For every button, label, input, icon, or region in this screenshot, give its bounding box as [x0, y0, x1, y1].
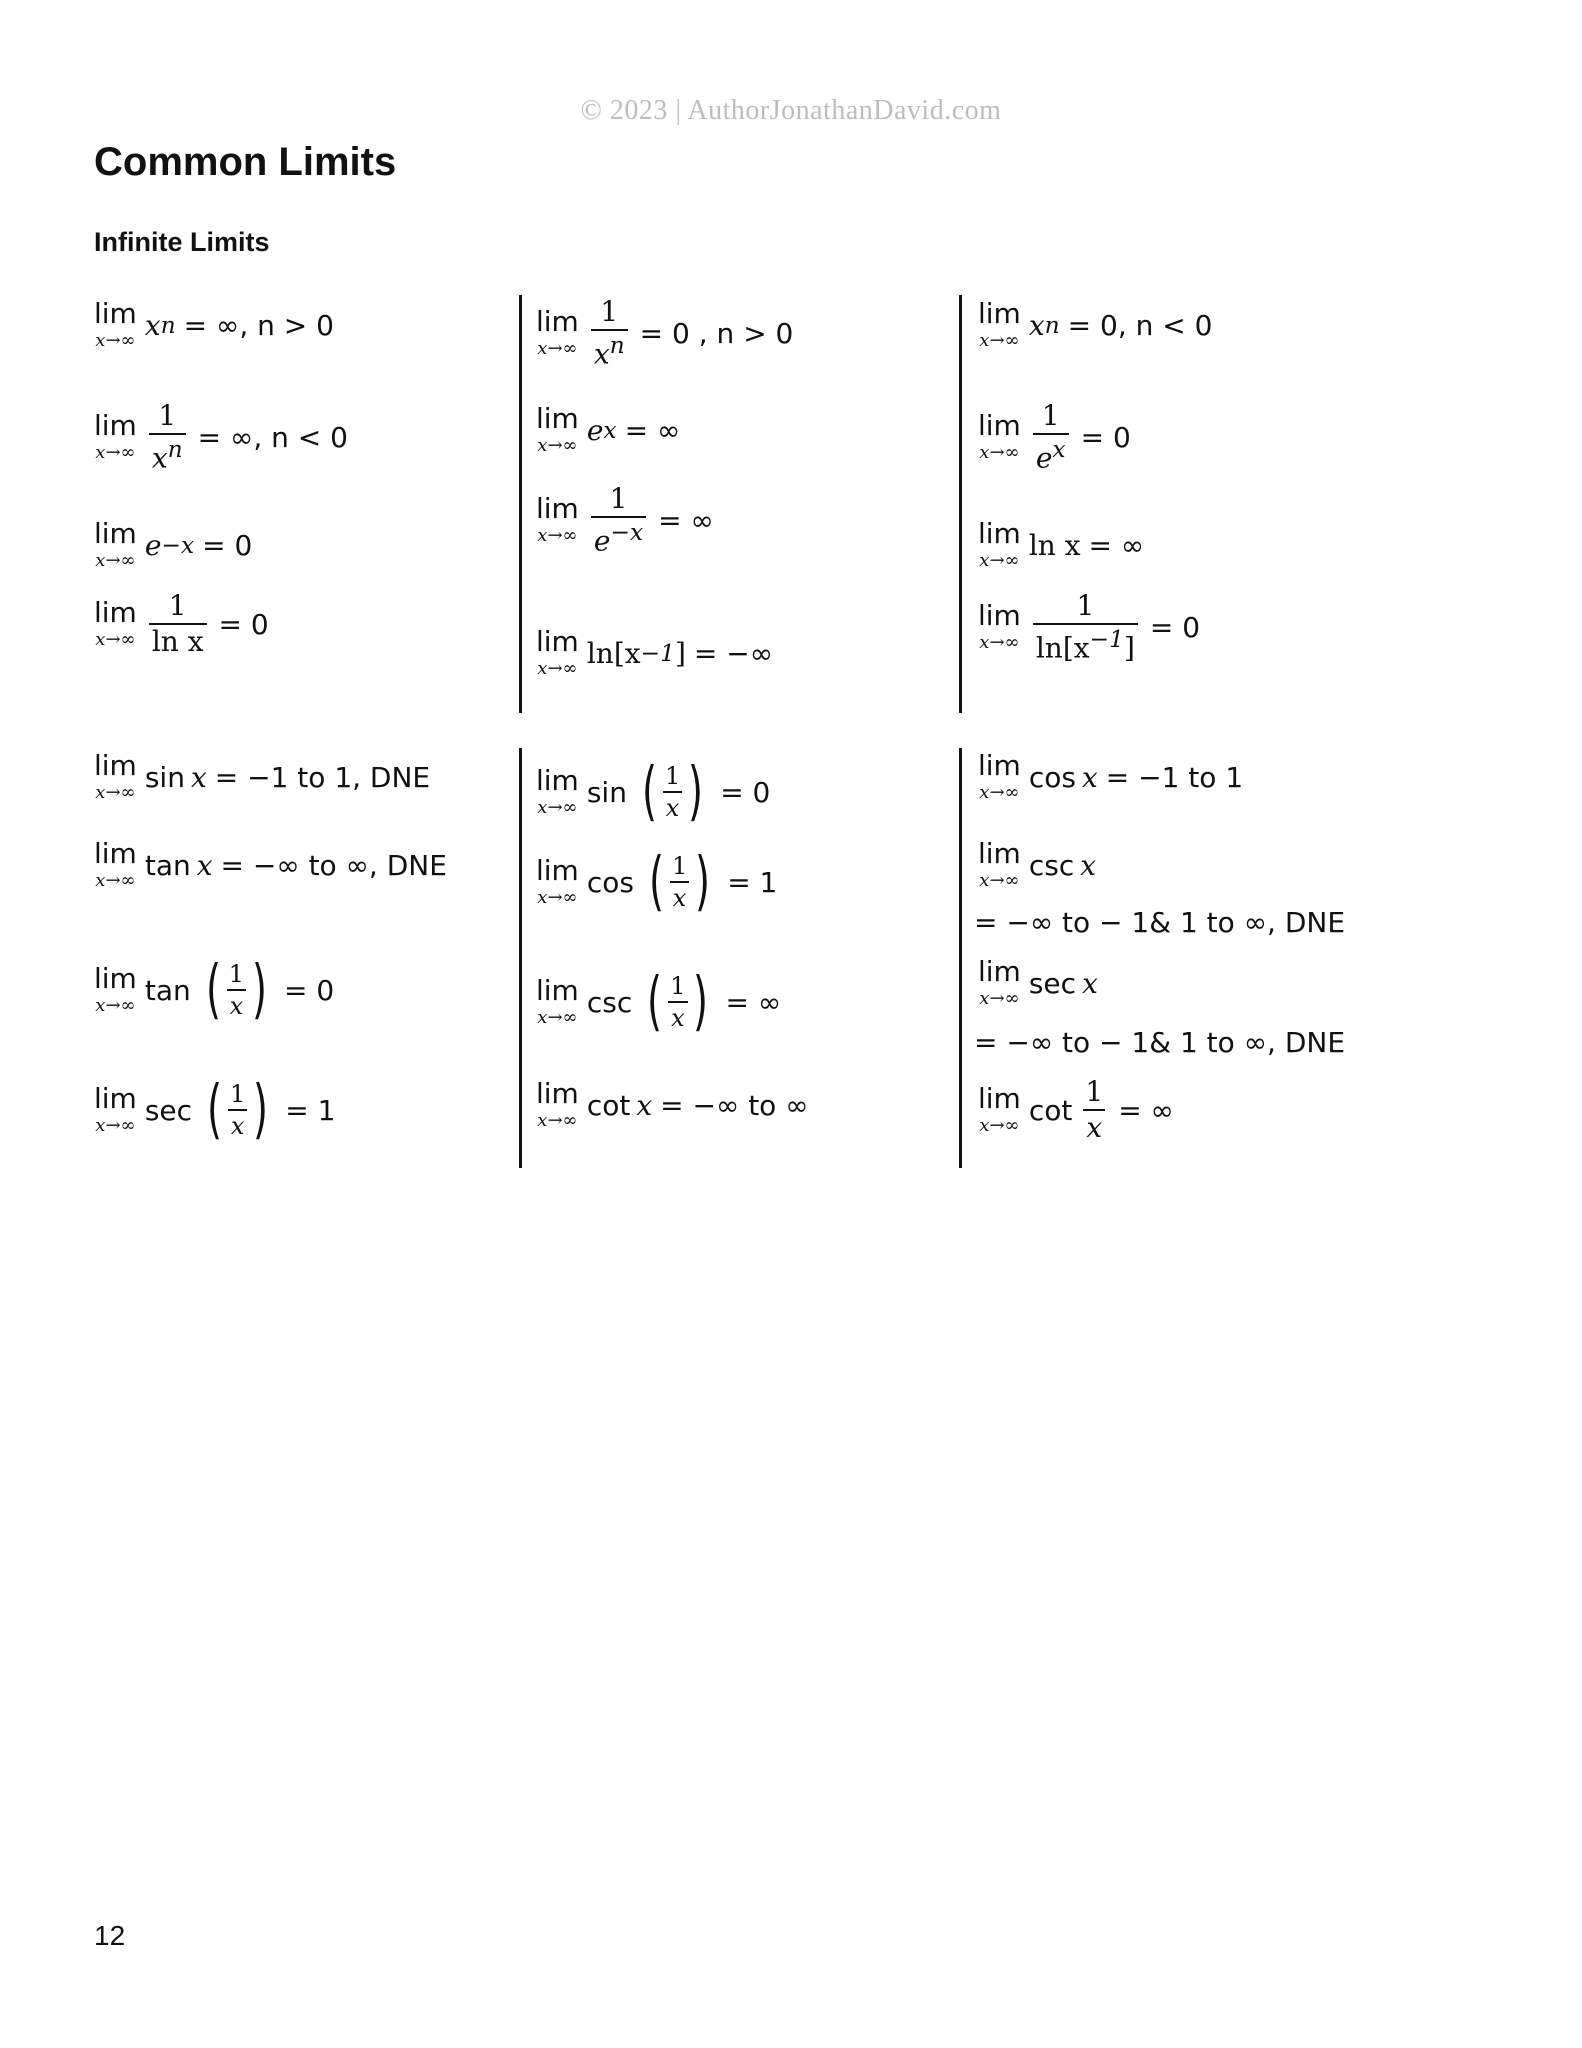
- paren-fraction: ( $\frac{1}{x}$ ): [647, 965, 709, 1039]
- lim-operator: lim x→∞: [536, 854, 579, 908]
- lim-operator: lim x→∞: [94, 297, 137, 351]
- lim-operator: lim x→∞: [94, 962, 137, 1016]
- lim-operator: lim x→∞: [536, 1077, 579, 1131]
- lim-operator: lim x→∞: [978, 409, 1021, 464]
- lim-operator: lim x→∞: [94, 596, 137, 650]
- formula-c4: lim x→∞ $\frac{1}{\ln[x^{-1}]}$ = 0: [978, 589, 1201, 665]
- lim-operator: lim x→∞: [94, 1082, 137, 1136]
- formula-b2: lim x→∞ e x = ∞: [536, 402, 681, 456]
- formula-e2: lim x→∞ cos ( $\frac{1}{x}$ ) = 1: [536, 845, 778, 919]
- formula-b1: lim x→∞ $\frac{1}{x^n}$ = 0 , n > 0: [536, 295, 794, 371]
- lim-operator: lim x→∞: [978, 599, 1021, 654]
- formula-f4: lim x→∞ cot $\frac{1}{x}$ = ∞: [978, 1075, 1174, 1144]
- column-divider: [519, 748, 522, 1168]
- lim-operator: lim x→∞: [536, 764, 579, 818]
- lim-operator: lim x→∞: [94, 749, 137, 803]
- paren-fraction: ( $\frac{1}{x}$ ): [207, 1073, 269, 1147]
- fraction: $\frac{1}{e^{-x}}$: [591, 485, 646, 555]
- lim-operator: lim x→∞: [536, 402, 579, 456]
- fraction: $\frac{1}{\text{ln x}}$: [149, 592, 207, 656]
- section-subtitle: Infinite Limits: [94, 227, 270, 257]
- paren-fraction: ( $\frac{1}{x}$ ): [648, 845, 711, 919]
- fraction: $\frac{1}{x^n}$: [149, 402, 186, 472]
- formula-f3: lim x→∞ sec x: [978, 955, 1098, 1009]
- formula-a2: lim x→∞ $\frac{1}{x^n}$ = ∞, n < 0: [94, 399, 348, 475]
- lim-operator: lim x→∞: [536, 974, 579, 1028]
- lim-operator: lim x→∞: [978, 955, 1021, 1009]
- formula-a4: lim x→∞ $\frac{1}{\text{ln x}}$ = 0: [94, 589, 269, 658]
- lim-operator: lim x→∞: [978, 297, 1021, 351]
- formula-b3: lim x→∞ $\frac{1}{e^{-x}}$ = ∞: [536, 482, 714, 558]
- page-header: © 2023 | AuthorJonathanDavid.com: [580, 95, 1002, 126]
- column-divider: [959, 748, 962, 1168]
- formula-a1: lim x→∞ x n = ∞, n > 0: [94, 297, 334, 351]
- fraction: $\frac{1}{x^n}$: [591, 298, 628, 368]
- formula-e3: lim x→∞ csc ( $\frac{1}{x}$ ) = ∞: [536, 965, 782, 1039]
- column-divider: [959, 295, 962, 713]
- formula-e1: lim x→∞ sin ( $\frac{1}{x}$ ) = 0: [536, 755, 771, 829]
- lim-operator: lim x→∞: [536, 625, 579, 679]
- lim-operator: lim x→∞: [978, 517, 1021, 571]
- formula-d4: lim x→∞ sec ( $\frac{1}{x}$ ) = 1: [94, 1073, 336, 1147]
- formula-f1: lim x→∞ cos x = −1 to 1: [978, 749, 1244, 803]
- formula-c3: lim x→∞ ln x = ∞: [978, 517, 1145, 571]
- formula-c1: lim x→∞ x n = 0, n < 0: [978, 297, 1213, 351]
- lim-operator: lim x→∞: [536, 305, 579, 360]
- formula-d3: lim x→∞ tan ( $\frac{1}{x}$ ) = 0: [94, 953, 335, 1027]
- lim-operator: lim x→∞: [94, 517, 137, 571]
- formula-c2: lim x→∞ $\frac{1}{e^x}$ = 0: [978, 399, 1131, 475]
- formula-f2-continuation: = −∞ to − 1& 1 to ∞, DNE: [974, 906, 1346, 939]
- formula-b4: lim x→∞ ln[x −1 ] = −∞: [536, 625, 774, 679]
- formula-d2: lim x→∞ tan x = −∞ to ∞, DNE: [94, 837, 447, 891]
- fraction: $\frac{1}{x}$: [1085, 1075, 1104, 1144]
- page-title: Common Limits: [94, 140, 397, 184]
- formula-e4: lim x→∞ cot x = −∞ to ∞: [536, 1077, 809, 1131]
- lim-operator: lim x→∞: [978, 1082, 1021, 1136]
- formula-f2: lim x→∞ csc x: [978, 837, 1097, 891]
- column-divider: [519, 295, 522, 713]
- lim-operator: lim x→∞: [94, 409, 137, 464]
- lim-operator: lim x→∞: [978, 749, 1021, 803]
- lim-operator: lim x→∞: [94, 837, 137, 891]
- fraction: $\frac{1}{e^x}$: [1033, 402, 1069, 472]
- page-number: 12: [94, 1920, 126, 1951]
- formula-f3-continuation: = −∞ to − 1& 1 to ∞, DNE: [974, 1026, 1346, 1059]
- formula-a3: lim x→∞ e −x = 0: [94, 517, 253, 571]
- paren-fraction: ( $\frac{1}{x}$ ): [205, 953, 267, 1027]
- fraction: $\frac{1}{\ln[x^{-1}]}$: [1033, 592, 1138, 662]
- formula-d1: lim x→∞ sin x = −1 to 1, DNE: [94, 749, 431, 803]
- lim-operator: lim x→∞: [536, 492, 579, 547]
- lim-operator: lim x→∞: [978, 837, 1021, 891]
- paren-fraction: ( $\frac{1}{x}$ ): [641, 755, 704, 829]
